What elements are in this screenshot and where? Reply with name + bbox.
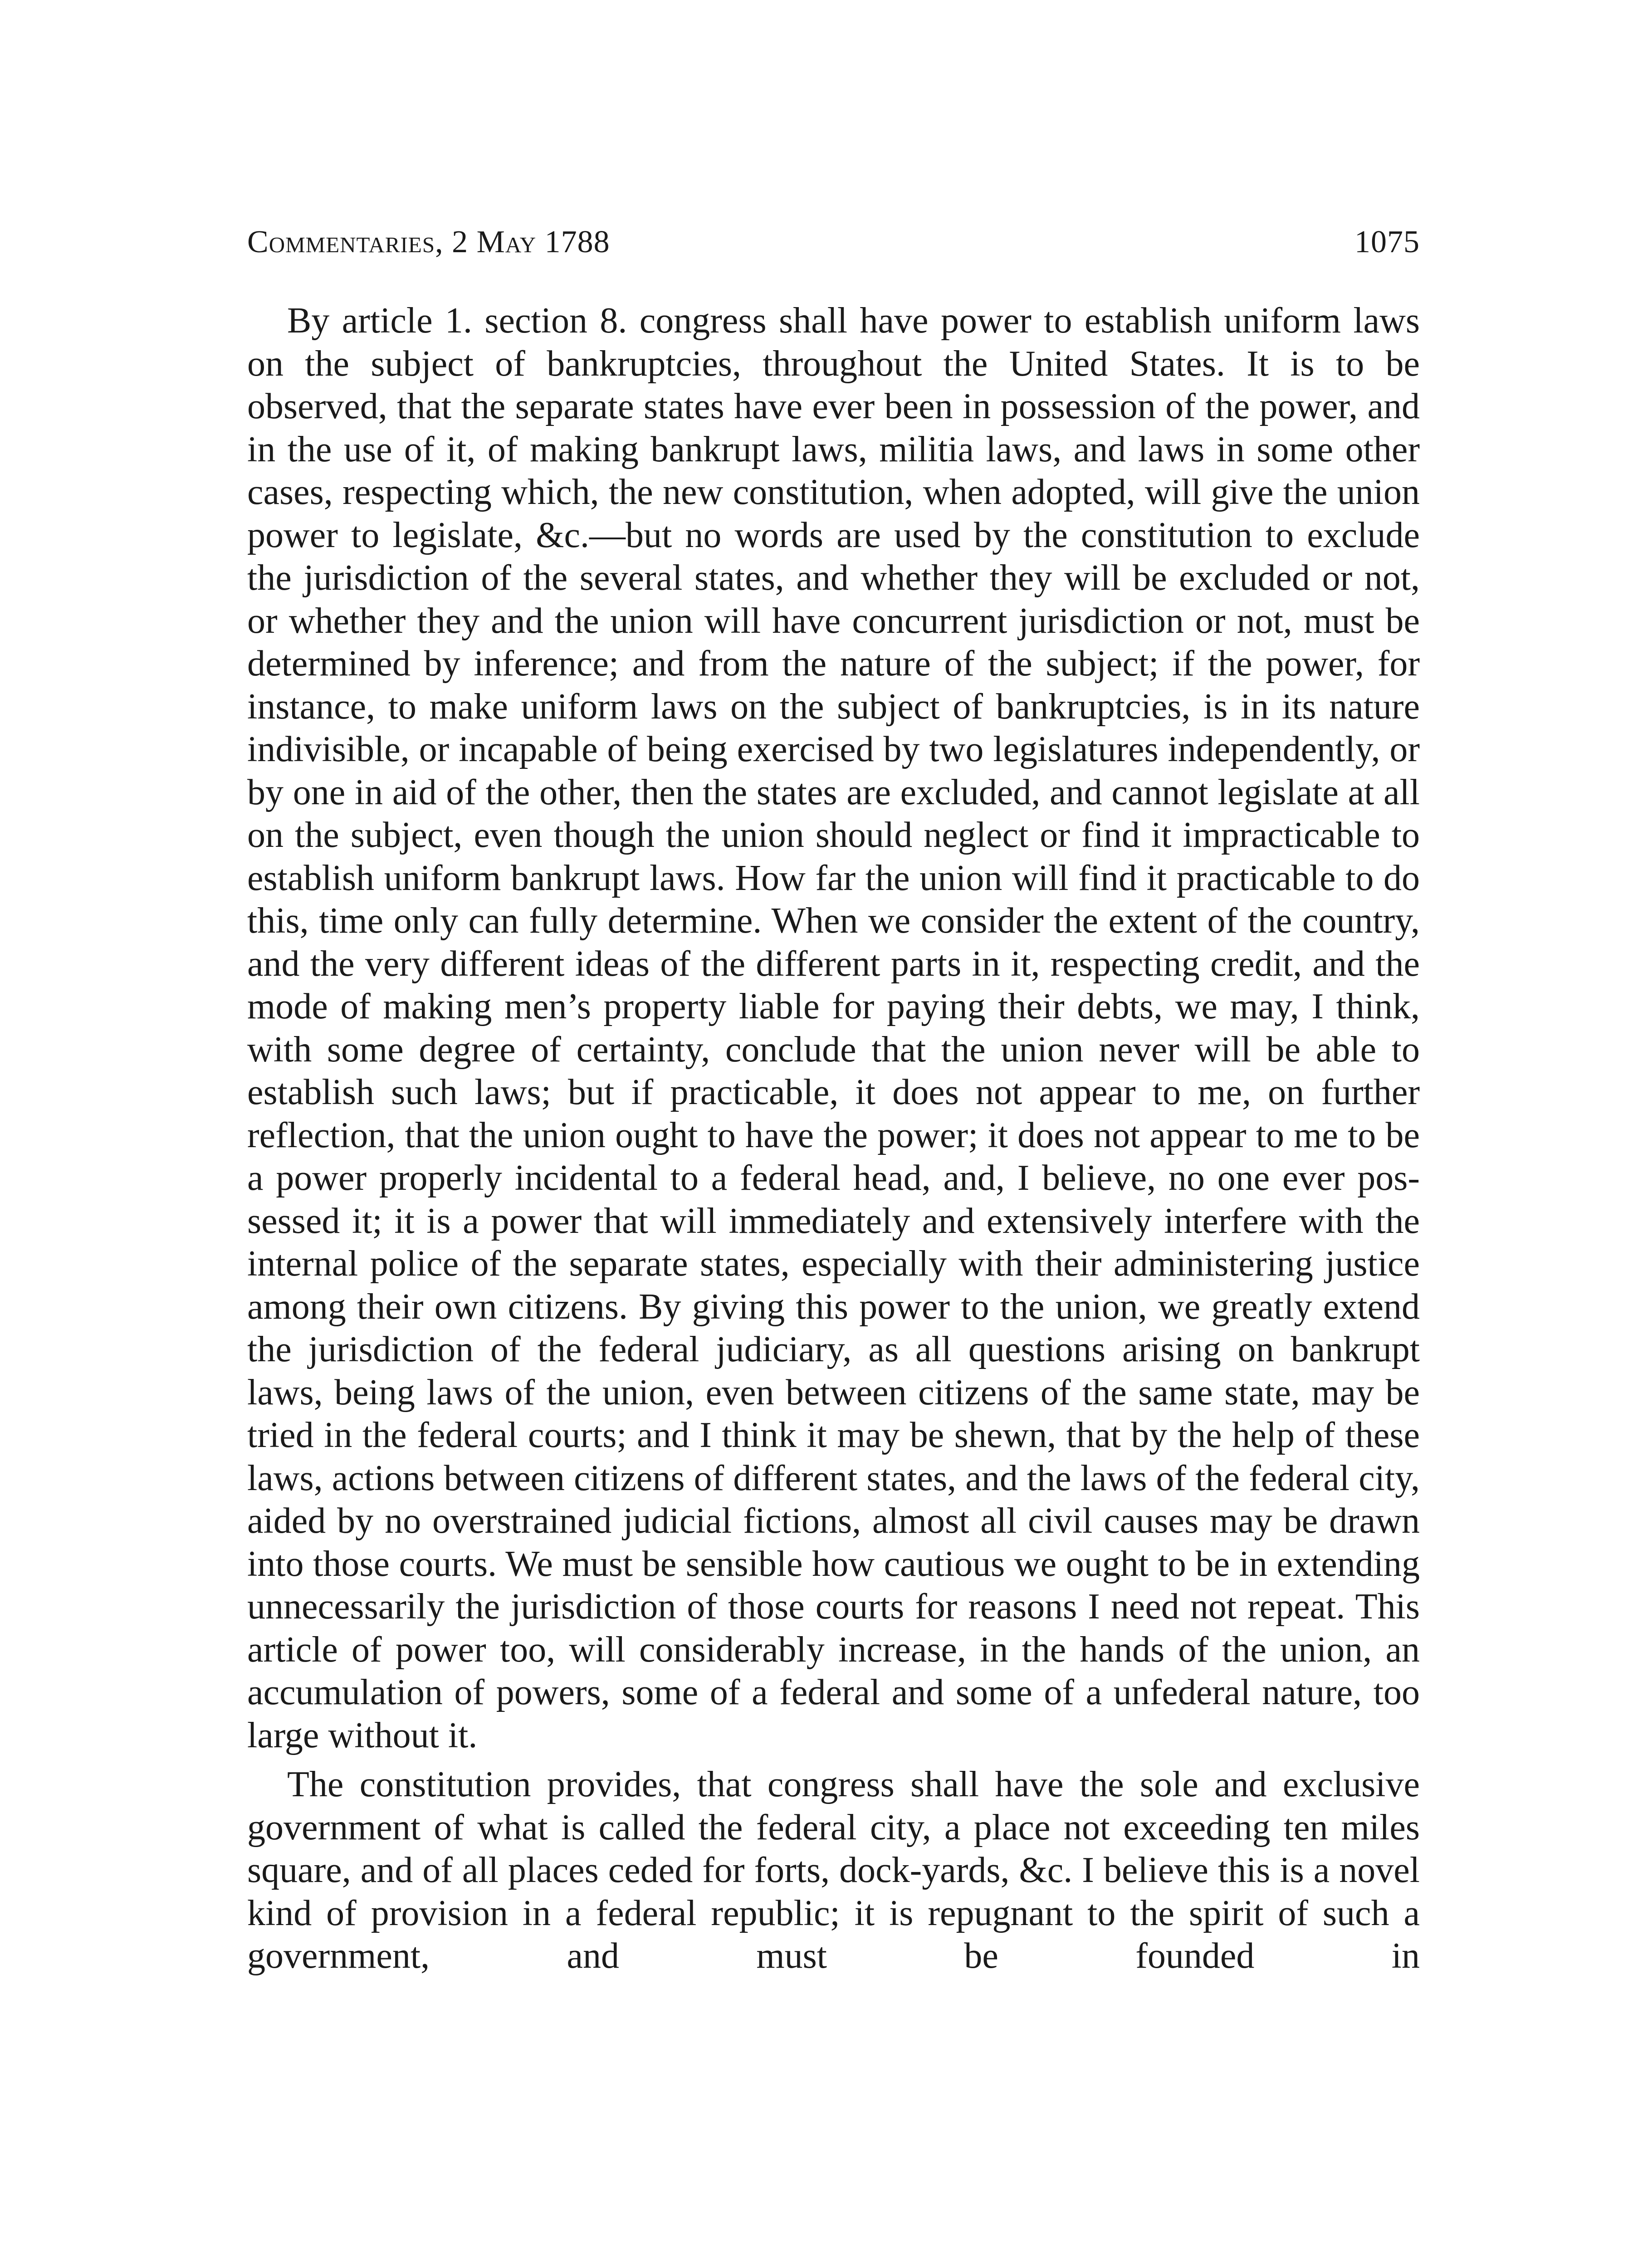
body-text [247, 299, 1420, 1978]
running-head [247, 220, 1420, 265]
paragraph-bankruptcy: By article 1. section 8. congress shall have power to establish uniform laws on the subject of bankruptcies, throughout the United States. It is to be observed, that the separate states have ever been in possession of the power, and in the use of it, of making bankrupt laws, militia laws, and laws in some other cases, respecting which, the new constitution, when adopted, will give the union power to legislate, &c.—but no words are used by the constitution to exclude the jurisdiction of the several states, and whether they will be excluded or not, or whether they and the union will have concurrent jurisdiction or not, must be determined by inference; and from the nature of the subject; if the power, for instance, to make uniform laws on the subject of bankruptcies, is in its nature indivisible, or incapable of being exercised by two legislatures independently, or by one in aid of the other, then the states are excluded, and cannot legislate at all on the subject, even though the union should neglect or find it impracticable to establish uniform bankrupt laws. How far the union will find it practicable to do this, time only can fully determine. When we consider the extent of the country, and the very different ideas of the different parts in it, respecting credit, and the mode of making men’s property liable for paying their debts, we may, I think, with some degree of certainty, conclude that the union never will be able to establish such laws; but if practicable, it does not appear to me, on further reflection, that the union ought to have the power; it does not appear to me to be a power properly incidental to a federal head, and, I believe, no one ever possessed it; it is a power that will immediately and extensively interfere with the internal police of the separate states, especially with their administering justice among their own citizens. By giving this power to the union, we greatly extend the jurisdiction of the federal judiciary, as all questions arising on bankrupt laws, being laws of the union, even between citizens of the same state, may be tried in the federal courts; and I think it may be shewn, that by the help of these laws, actions between citizens of different states, and the laws of the federal city, aided by no overstrained judicial fictions, almost all civil causes may be drawn into those courts. We must be sensible how cautious we ought to be in extending unnecessarily the jurisdiction of those courts for reasons I need not repeat. This article of power too, will considerably increase, in the hands of the union, an accumulation of powers, some of a federal and some of a unfederal nature, too large without it. [247, 301, 1420, 1755]
page-number: 1075 [1354, 225, 1420, 259]
running-head-title: Commentaries, 2 May 1788 [247, 225, 610, 259]
paragraph-federal-city: The constitution provides, that congress shall have the sole and exclusive government of what is called the federal city, a place not exceeding ten miles square, and of all places ceded for forts, dock-yards, &c. I believe this is a novel kind of provision in a federal republic; it is repugnant to the spirit of such a government, and must be founded in [247, 1765, 1420, 1976]
